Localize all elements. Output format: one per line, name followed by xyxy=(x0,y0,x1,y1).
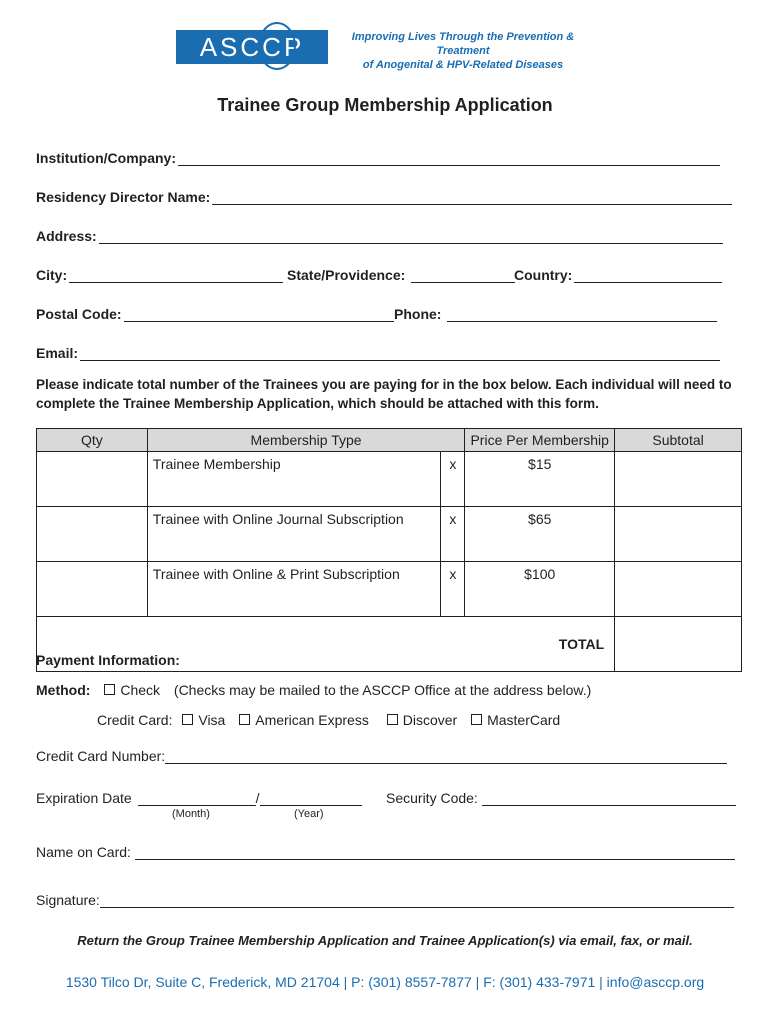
tagline-line-2: of Anogenital & HPV-Related Diseases xyxy=(362,59,564,71)
table-row xyxy=(37,562,742,617)
header-membership-type: Membership Type xyxy=(147,429,465,452)
multiply-cell: x xyxy=(441,452,465,507)
postal-code-input-line[interactable] xyxy=(124,307,394,322)
cc-number-label: Credit Card Number: xyxy=(36,748,166,764)
visa-label: Visa xyxy=(198,712,226,728)
subtotal-cell[interactable] xyxy=(615,452,742,507)
signature-label: Signature: xyxy=(36,892,100,908)
amex-checkbox[interactable] xyxy=(239,714,250,725)
check-checkbox[interactable] xyxy=(104,684,115,695)
state-field[interactable] xyxy=(287,267,515,283)
mastercard-label: MasterCard xyxy=(487,712,561,728)
country-field[interactable] xyxy=(514,267,722,283)
postal-code-field[interactable] xyxy=(36,306,394,322)
postal-code-label: Postal Code: xyxy=(36,306,122,322)
multiply-cell: x xyxy=(441,507,465,562)
total-value-cell[interactable] xyxy=(615,617,742,672)
residency-director-input-line[interactable] xyxy=(212,190,732,205)
expiration-field[interactable] xyxy=(36,790,362,806)
discover-option[interactable] xyxy=(387,712,457,728)
qty-cell[interactable] xyxy=(37,562,148,617)
subtotal-cell[interactable] xyxy=(615,507,742,562)
year-label: (Year) xyxy=(294,808,324,820)
name-on-card-field[interactable] xyxy=(36,844,735,860)
return-note: Return the Group Trainee Membership Application and Trainee Application(s) via email, fax, or mail. xyxy=(77,933,693,948)
mastercard-checkbox[interactable] xyxy=(471,714,482,725)
visa-checkbox[interactable] xyxy=(182,714,193,725)
instructions: Please indicate total number of the Trainees you are paying for in the box below. Each individual will need to complete the Trainee Membership Application, which should be attached with this form. xyxy=(36,377,732,411)
country-label: Country: xyxy=(514,267,573,283)
membership-type-cell: Trainee with Online Journal Subscription xyxy=(147,507,441,562)
expiration-month-line[interactable] xyxy=(138,791,256,806)
price-cell: $100 xyxy=(465,562,615,617)
tagline xyxy=(338,30,588,72)
asccp-logo: ASCCP xyxy=(176,30,328,64)
name-on-card-label: Name on Card: xyxy=(36,844,131,860)
residency-director-field[interactable] xyxy=(36,189,732,205)
expiration-separator: / xyxy=(255,790,260,806)
name-on-card-input-line[interactable] xyxy=(135,845,735,860)
city-label: City: xyxy=(36,267,68,283)
method-label: Method: xyxy=(36,682,91,698)
cc-number-input-line[interactable] xyxy=(165,749,727,764)
check-note: (Checks may be mailed to the ASCCP Office at the address below.) xyxy=(173,682,592,698)
security-code-input-line[interactable] xyxy=(482,791,736,806)
table-row xyxy=(37,452,742,507)
table-header-row xyxy=(37,429,742,452)
check-label: Check xyxy=(120,682,161,698)
page-title: Trainee Group Membership Application xyxy=(217,95,553,115)
discover-label: Discover xyxy=(402,712,458,728)
amex-label: American Express xyxy=(255,712,369,728)
qty-cell[interactable] xyxy=(37,452,148,507)
security-code-field[interactable] xyxy=(386,790,736,806)
signature-field[interactable] xyxy=(36,892,734,908)
institution-label: Institution/Company: xyxy=(36,150,176,166)
address-field[interactable] xyxy=(36,228,723,244)
amex-option[interactable] xyxy=(239,712,369,728)
phone-label: Phone: xyxy=(394,306,442,322)
state-input-line[interactable] xyxy=(411,268,515,283)
price-cell: $15 xyxy=(465,452,615,507)
phone-field[interactable] xyxy=(394,306,717,322)
table-row xyxy=(37,507,742,562)
visa-option[interactable] xyxy=(182,712,225,728)
membership-type-cell: Trainee Membership xyxy=(147,452,441,507)
phone-input-line[interactable] xyxy=(447,307,717,322)
subtotal-cell[interactable] xyxy=(615,562,742,617)
method-row xyxy=(36,682,591,698)
header-price: Price Per Membership xyxy=(465,429,615,452)
tagline-line-1: Improving Lives Through the Prevention & Treatment xyxy=(351,31,575,57)
qty-cell[interactable] xyxy=(37,507,148,562)
footer-contact: 1530 Tilco Dr, Suite C, Frederick, MD 21704 | P: (301) 8557-7877 | F: (301) 433-7971 | info@asccp.org xyxy=(65,974,705,990)
credit-card-row xyxy=(97,712,560,728)
address-label: Address: xyxy=(36,228,97,244)
total-label: TOTAL xyxy=(37,617,615,672)
payment-heading: Payment Information: xyxy=(36,652,180,668)
address-input-line[interactable] xyxy=(99,229,723,244)
email-label: Email: xyxy=(36,345,79,361)
residency-director-label: Residency Director Name: xyxy=(36,189,211,205)
email-input-line[interactable] xyxy=(80,346,720,361)
discover-checkbox[interactable] xyxy=(387,714,398,725)
signature-input-line[interactable] xyxy=(100,893,734,908)
membership-type-cell: Trainee with Online & Print Subscription xyxy=(147,562,441,617)
header-qty: Qty xyxy=(37,429,148,452)
country-input-line[interactable] xyxy=(574,268,722,283)
month-label: (Month) xyxy=(172,808,210,820)
security-code-label: Security Code: xyxy=(386,790,478,806)
institution-input-line[interactable] xyxy=(178,151,720,166)
expiration-year-line[interactable] xyxy=(260,791,362,806)
price-cell: $65 xyxy=(465,507,615,562)
institution-field[interactable] xyxy=(36,150,720,166)
credit-card-label: Credit Card: xyxy=(97,712,173,728)
membership-table xyxy=(36,428,742,672)
expiration-label: Expiration Date xyxy=(36,790,132,806)
city-field[interactable] xyxy=(36,267,283,283)
email-field[interactable] xyxy=(36,345,720,361)
header-subtotal: Subtotal xyxy=(615,429,742,452)
cc-number-field[interactable] xyxy=(36,748,727,764)
city-input-line[interactable] xyxy=(69,268,283,283)
state-label: State/Providence: xyxy=(287,267,406,283)
multiply-cell: x xyxy=(441,562,465,617)
mastercard-option[interactable] xyxy=(471,712,560,728)
